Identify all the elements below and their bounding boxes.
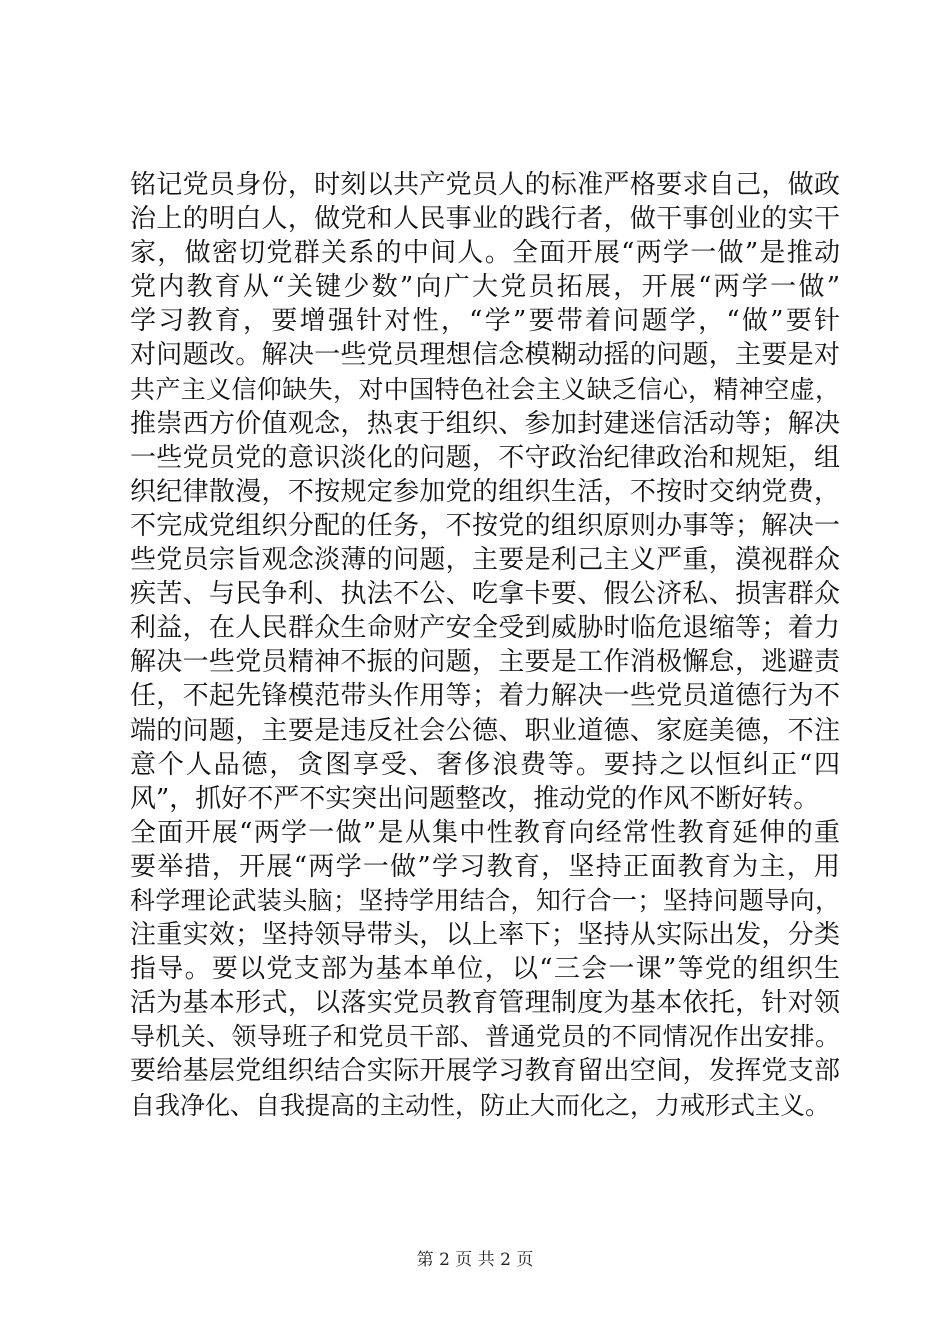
text-line: 一些党员党的意识淡化的问题，不守政治纪律政治和规矩，组: [130, 442, 840, 473]
text-line: 任，不起先锋模范带头作用等；着力解决一些党员道德行为不: [130, 681, 840, 712]
text-line: 共产主义信仰缺失，对中国特色社会主义缺乏信心，精神空虚，: [130, 374, 840, 404]
page-number-footer: 第 2 页 共 2 页: [416, 1250, 534, 1270]
text-line: 全面开展“两学一做”是从集中性教育向经常性教育延伸的重: [130, 817, 840, 848]
body-paragraph: [130, 168, 840, 1123]
text-line: 风”，抓好不严不实突出问题整改，推动党的作风不断好转。: [130, 783, 820, 814]
text-line: 意个人品德，贪图享受、奢侈浪费等。要持之以恒纠正“四: [130, 749, 840, 780]
text-line: 推崇西方价值观念，热衷于组织、参加封建迷信活动等；解决: [130, 408, 840, 439]
text-line: 活为基本形式，以落实党员教育管理制度为基本依托，针对领: [130, 988, 840, 1019]
text-line: 端的问题，主要是违反社会公德、职业道德、家庭美德，不注: [130, 715, 840, 746]
text-line: 织纪律散漫，不按规定参加党的组织生活，不按时交纳党费，: [130, 476, 840, 507]
text-line: 些党员宗旨观念淡薄的问题，主要是利己主义严重，漠视群众: [130, 545, 840, 576]
text-line: 铭记党员身份，时刻以共产党员人的标准严格要求自己，做政: [130, 170, 840, 200]
text-line: 解决一些党员精神不振的问题，主要是工作消极懈怠，逃避责: [130, 647, 840, 678]
text-line: 不完成党组织分配的任务，不按党的组织原则办事等；解决一: [130, 510, 840, 541]
text-line: 科学理论武装头脑；坚持学用结合，知行合一；坚持问题导向，: [130, 885, 840, 915]
text-line: 家，做密切党群关系的中间人。全面开展“两学一做”是推动: [130, 238, 840, 269]
text-line: 导机关、领导班子和党员干部、普通党员的不同情况作出安排。: [130, 1022, 840, 1052]
text-line: 注重实效；坚持领导带头，以上率下；坚持从实际出发，分类: [130, 920, 840, 951]
text-line: 要举措，开展“两学一做”学习教育，坚持正面教育为主，用: [130, 851, 840, 882]
text-line: 利益，在人民群众生命财产安全受到威胁时临危退缩等；着力: [130, 613, 840, 644]
text-line: 要给基层党组织结合实际开展学习教育留出空间，发挥党支部: [130, 1056, 840, 1087]
text-line: 党内教育从“关键少数”向广大党员拓展，开展“两学一做”: [130, 272, 840, 303]
text-line: 自我净化、自我提高的主动性，防止大而化之，力戒形式主义。: [130, 1090, 831, 1120]
text-line: 指导。要以党支部为基本单位，以“三会一课”等党的组织生: [130, 954, 840, 985]
text-line: 学习教育，要增强针对性，“学”要带着问题学，“做”要针: [130, 306, 840, 337]
text-line: 对问题改。解决一些党员理想信念模糊动摇的问题，主要是对: [130, 340, 840, 371]
text-line: 疾苦、与民争利、执法不公、吃拿卡要、假公济私、损害群众: [130, 579, 840, 610]
text-line: 治上的明白人，做党和人民事业的践行者，做干事创业的实干: [130, 204, 840, 235]
